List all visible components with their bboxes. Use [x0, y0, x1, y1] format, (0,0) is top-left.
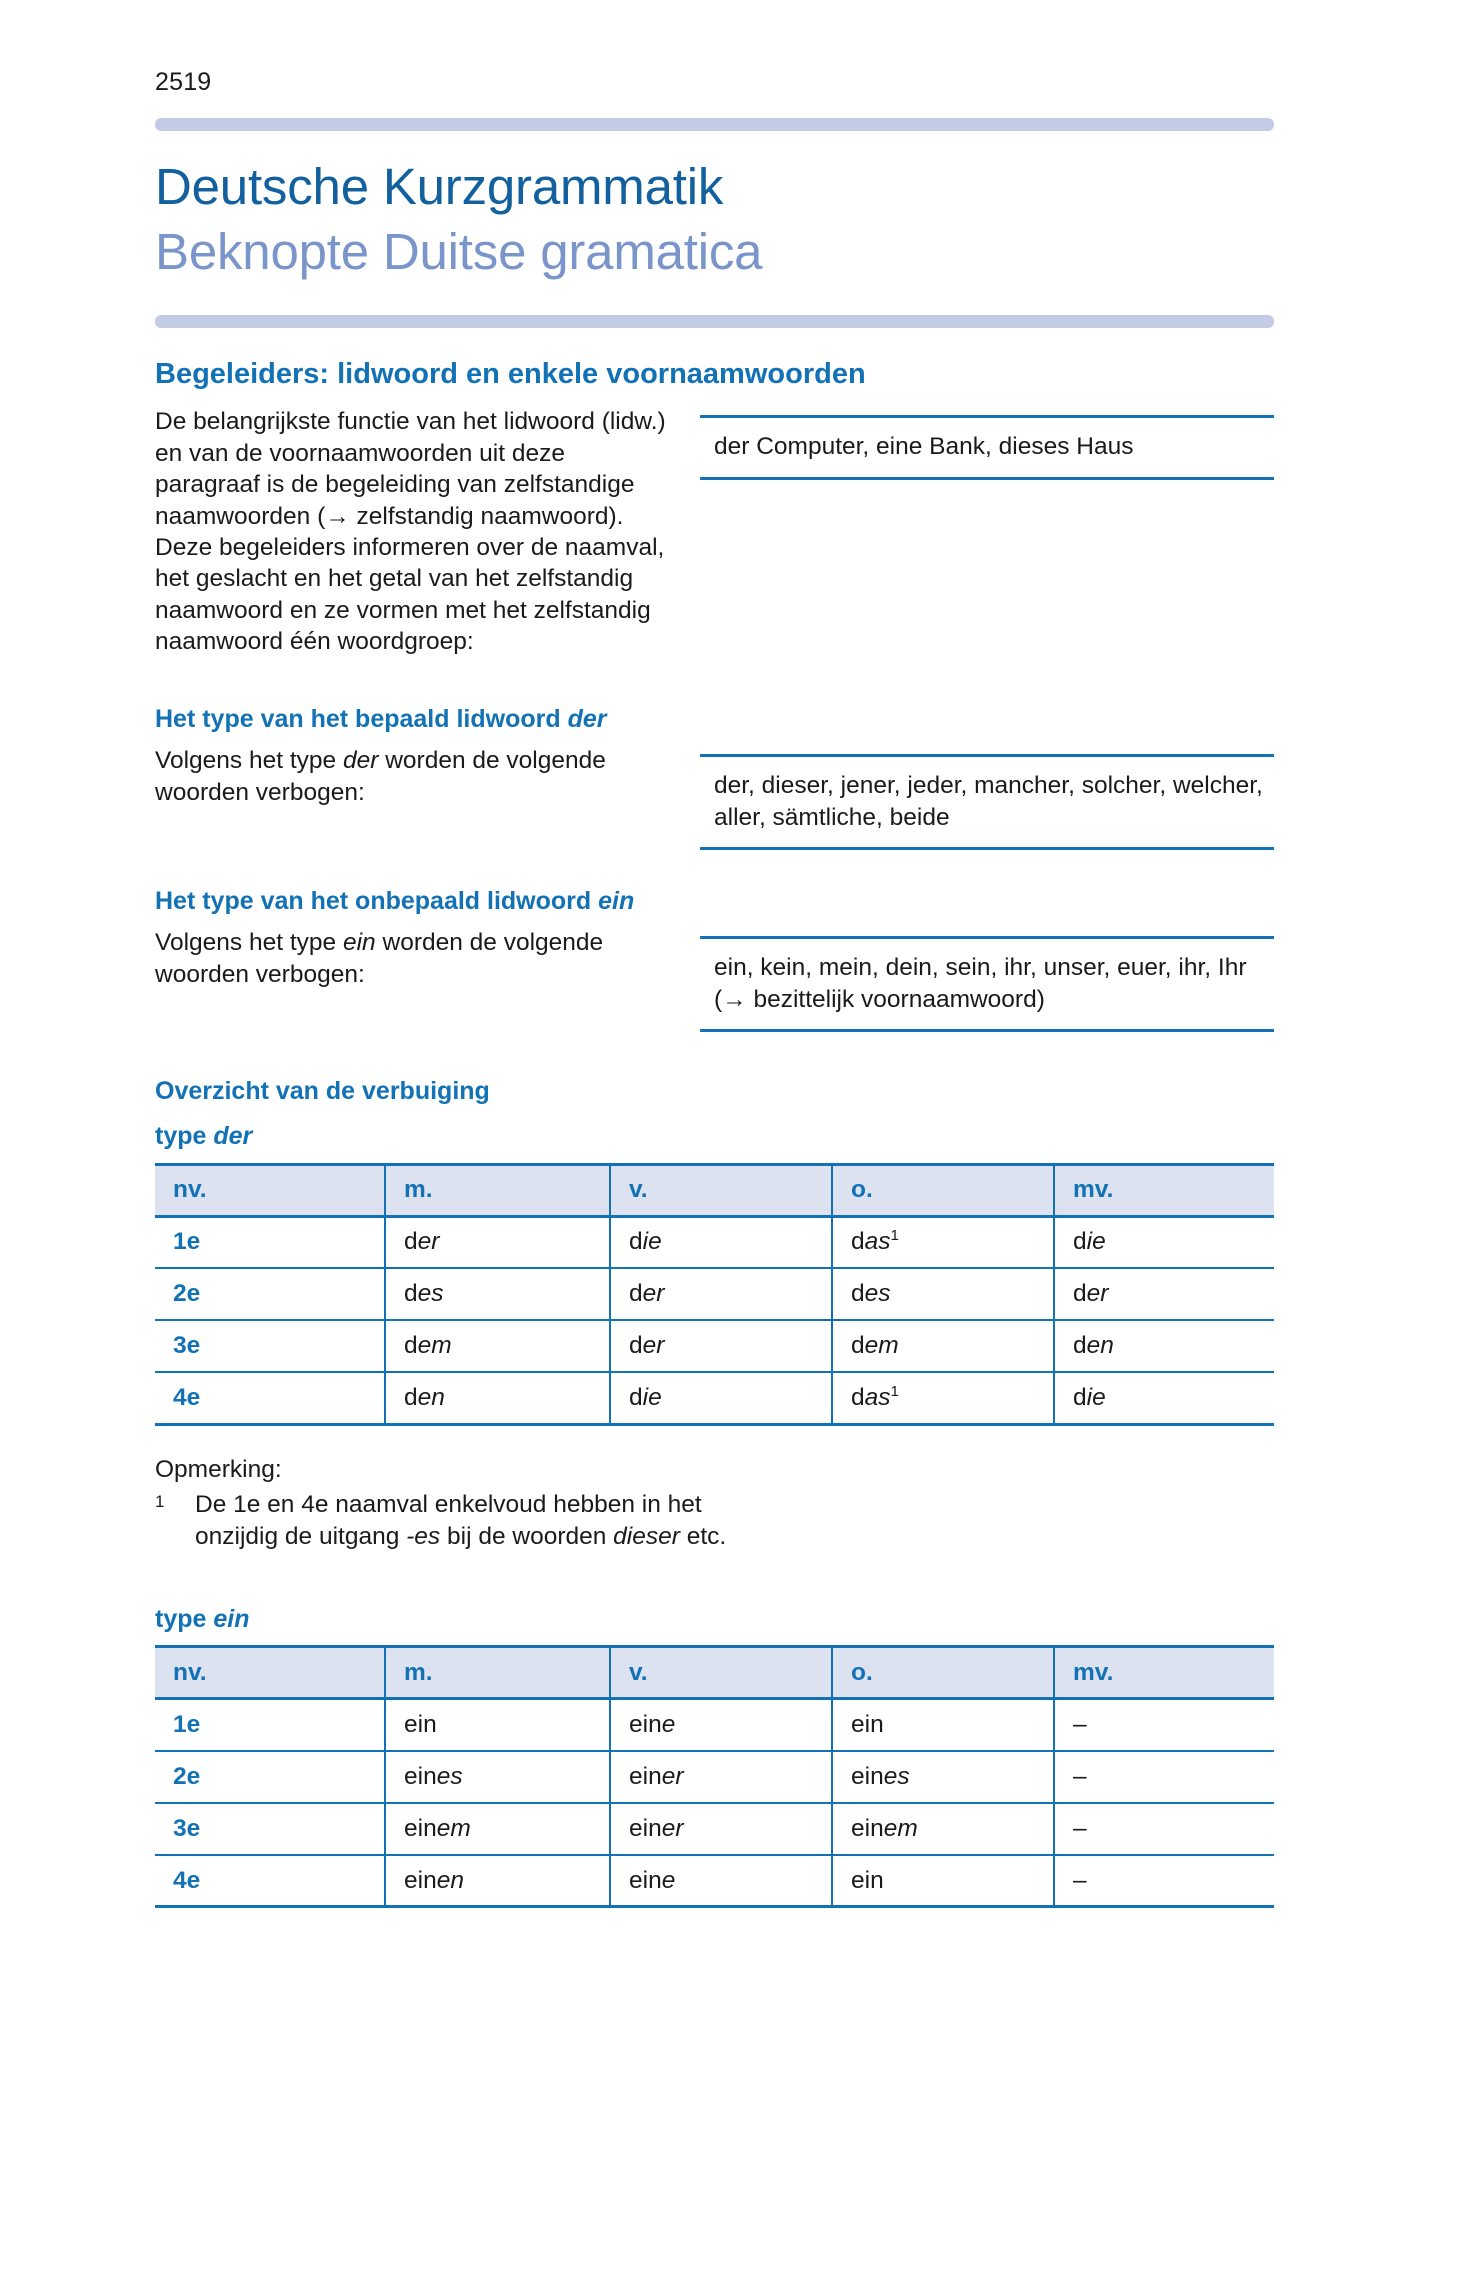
spacer-after-intro	[155, 658, 1275, 704]
der-paragraph-after: worden de volgende woorden verbogen:	[155, 747, 606, 806]
word-stem: –	[1073, 1711, 1087, 1739]
footnote-part-3: etc.	[679, 1522, 727, 1550]
word-stem: d	[1073, 1280, 1087, 1308]
table-cell-mv	[1054, 1268, 1274, 1320]
declension-table-der-body	[155, 1216, 1274, 1424]
word-ending: es	[883, 1762, 910, 1790]
table-cell-m	[385, 1216, 610, 1268]
table-cell-case: 2e	[155, 1268, 385, 1320]
spacer-after-der	[155, 850, 1275, 886]
word-stem: ein	[404, 1814, 437, 1842]
table-cell-mv	[1054, 1372, 1274, 1424]
word-stem: d	[629, 1280, 643, 1308]
table-cell-case: 3e	[155, 1803, 385, 1855]
word-stem: ein	[404, 1866, 437, 1894]
ein-example-column	[700, 927, 1274, 1032]
word-ending: es	[436, 1762, 463, 1790]
table-cell-o	[832, 1320, 1054, 1372]
word-stem: –	[1073, 1762, 1087, 1790]
word-stem: d	[629, 1228, 643, 1256]
table-cell-m	[385, 1699, 610, 1751]
table-row	[155, 1268, 1274, 1320]
table-ein-label-italic: ein	[213, 1605, 250, 1634]
table-header-cell: nv.	[155, 1164, 385, 1216]
der-paragraph-italic: der	[342, 747, 379, 775]
table-header-row	[155, 1647, 1274, 1699]
subheading-type-ein-italic: ein	[598, 887, 635, 916]
word-ending: ie	[1086, 1228, 1106, 1256]
ein-row	[155, 927, 1274, 1032]
subheading-type-ein	[155, 886, 1275, 917]
word-stem: ein	[851, 1762, 884, 1790]
word-ending: em	[864, 1332, 899, 1360]
table-ein-label-prefix: type	[155, 1605, 214, 1634]
table-header-cell: v.	[610, 1647, 832, 1699]
word-stem: d	[629, 1383, 643, 1411]
subheading-type-der-italic: der	[567, 704, 607, 733]
declension-table-ein	[155, 1645, 1274, 1908]
table-cell-m	[385, 1803, 610, 1855]
word-ending: er	[661, 1762, 684, 1790]
table-header-row	[155, 1164, 1274, 1216]
ein-paragraph-after: worden de volgende woorden verbogen:	[155, 929, 604, 988]
document-title: Deutsche Kurzgrammatik	[155, 158, 724, 215]
subheading-type-der	[155, 704, 1275, 735]
word-stem: d	[1073, 1383, 1087, 1411]
table-header-cell: mv.	[1054, 1647, 1274, 1699]
word-ending: er	[642, 1280, 665, 1308]
table-header-cell: v.	[610, 1164, 832, 1216]
word-ending: ie	[1086, 1383, 1106, 1411]
word-stem: d	[1073, 1332, 1087, 1360]
table-header-cell: o.	[832, 1647, 1054, 1699]
footnote-item	[155, 1489, 775, 1552]
footnote-part-2: bij de woorden	[440, 1522, 614, 1550]
word-stem: ein	[629, 1866, 662, 1894]
section-heading: Begeleiders: lidwoord en enkele voornaamwoorden	[155, 358, 866, 391]
table-cell-mv	[1054, 1855, 1274, 1907]
table-cell-mv	[1054, 1216, 1274, 1268]
word-ending: en	[436, 1866, 464, 1894]
word-ending: en	[417, 1383, 445, 1411]
word-stem: d	[404, 1228, 418, 1256]
word-ending: en	[1086, 1332, 1114, 1360]
table-cell-case: 2e	[155, 1751, 385, 1803]
word-ending: em	[883, 1814, 918, 1842]
table-row	[155, 1751, 1274, 1803]
table-cell-case: 3e	[155, 1320, 385, 1372]
footnote-part-1: De 1e en 4e naamval enkelvoud hebben in het onzijdig de uitgang	[195, 1491, 702, 1550]
subheading-type-der-prefix: Het type van het bepaald lidwoord	[155, 704, 568, 733]
table-cell-o	[832, 1803, 1054, 1855]
footnote-block	[155, 1454, 775, 1552]
word-ending: as	[864, 1383, 891, 1411]
spacer-before-table-ein	[155, 1552, 1275, 1604]
word-ending: e	[661, 1711, 676, 1739]
table-der-label-prefix: type	[155, 1122, 214, 1151]
word-stem: d	[851, 1332, 865, 1360]
table-cell-m	[385, 1855, 610, 1907]
ein-example-box: ein, kein, mein, dein, sein, ihr, unser, euer, ihr, Ihr (→ bezittelijk voornaamwoord)	[700, 936, 1274, 1032]
der-example-column	[700, 745, 1274, 850]
table-cell-m	[385, 1372, 610, 1424]
word-ending: em	[417, 1332, 452, 1360]
table-row	[155, 1803, 1274, 1855]
ein-paragraph	[155, 927, 670, 990]
word-ending: ie	[642, 1228, 662, 1256]
word-ending: es	[864, 1280, 891, 1308]
table-row	[155, 1216, 1274, 1268]
spacer-before-overview	[155, 1032, 1275, 1076]
table-ein-label	[155, 1604, 1275, 1635]
overview-heading: Overzicht van de verbuiging	[155, 1077, 490, 1106]
table-cell-mv	[1054, 1699, 1274, 1751]
intro-text-column	[155, 406, 700, 658]
word-stem: –	[1073, 1814, 1087, 1842]
table-cell-case: 1e	[155, 1699, 385, 1751]
word-stem: d	[851, 1280, 865, 1308]
word-ending: ie	[642, 1383, 662, 1411]
footnote-label: Opmerking:	[155, 1455, 282, 1483]
table-row	[155, 1855, 1274, 1907]
table-header-cell: m.	[385, 1164, 610, 1216]
word-stem: ein	[629, 1762, 662, 1790]
header-divider-rule-top	[155, 118, 1274, 131]
der-example-box: der, dieser, jener, jeder, mancher, solcher, welcher, aller, sämtliche, beide	[700, 754, 1274, 850]
table-cell-v	[610, 1855, 832, 1907]
declension-table-der-head	[155, 1164, 1274, 1216]
word-stem: d	[404, 1280, 418, 1308]
footnote-italic-1: -es	[406, 1522, 441, 1550]
table-header-cell: nv.	[155, 1647, 385, 1699]
word-stem: ein	[851, 1866, 884, 1894]
table-cell-m	[385, 1320, 610, 1372]
declension-table-ein-body	[155, 1699, 1274, 1907]
table-cell-o	[832, 1751, 1054, 1803]
table-cell-v	[610, 1803, 832, 1855]
table-cell-o	[832, 1216, 1054, 1268]
table-row	[155, 1320, 1274, 1372]
footnote-body	[195, 1489, 775, 1552]
table-cell-v	[610, 1372, 832, 1424]
word-ending: em	[436, 1814, 471, 1842]
table-cell-v	[610, 1216, 832, 1268]
word-stem: ein	[851, 1711, 884, 1739]
intro-example-box: der Computer, eine Bank, dieses Haus	[700, 415, 1274, 479]
table-cell-mv	[1054, 1751, 1274, 1803]
intro-row	[155, 406, 1274, 658]
table-cell-case: 4e	[155, 1372, 385, 1424]
table-cell-o	[832, 1699, 1054, 1751]
table-cell-o	[832, 1268, 1054, 1320]
table-cell-m	[385, 1751, 610, 1803]
footnote-marker: 1	[155, 1492, 165, 1512]
subheading-type-ein-prefix: Het type van het onbepaald lidwoord	[155, 887, 599, 916]
table-cell-o	[832, 1855, 1054, 1907]
word-stem: d	[851, 1228, 865, 1256]
word-ending: er	[642, 1332, 665, 1360]
table-cell-m	[385, 1268, 610, 1320]
intro-example-column	[700, 406, 1274, 479]
table-cell-v	[610, 1320, 832, 1372]
document-subtitle: Beknopte Duitse gramatica	[155, 223, 763, 281]
word-stem: ein	[629, 1711, 662, 1739]
ein-paragraph-before: Volgens het type	[155, 929, 343, 957]
footnote-italic-2: dieser	[613, 1522, 680, 1550]
der-paragraph	[155, 745, 670, 808]
word-stem: d	[404, 1332, 418, 1360]
footnote-ref: 1	[890, 1227, 899, 1245]
table-header-cell: o.	[832, 1164, 1054, 1216]
der-paragraph-before: Volgens het type	[155, 747, 343, 775]
table-cell-v	[610, 1751, 832, 1803]
der-row	[155, 745, 1274, 850]
table-cell-v	[610, 1699, 832, 1751]
word-stem: d	[1073, 1228, 1087, 1256]
declension-table-ein-head	[155, 1647, 1274, 1699]
word-stem: –	[1073, 1866, 1087, 1894]
word-ending: er	[1086, 1280, 1109, 1308]
word-ending: as	[864, 1228, 891, 1256]
word-stem: d	[851, 1383, 865, 1411]
table-cell-o	[832, 1372, 1054, 1424]
der-text-column	[155, 745, 700, 808]
table-header-cell: mv.	[1054, 1164, 1274, 1216]
word-stem: d	[404, 1383, 418, 1411]
word-ending: es	[417, 1280, 444, 1308]
word-stem: d	[629, 1332, 643, 1360]
word-stem: ein	[404, 1762, 437, 1790]
table-der-label-italic: der	[213, 1122, 253, 1151]
ein-text-column	[155, 927, 700, 990]
intro-paragraph: De belangrijkste functie van het lidwoord (lidw.) en van de voornaamwoorden uit deze paragraaf is de begeleiding van zelfstandige naamwoorden (→ zelfstandig naamwoord). Deze begeleiders informeren over de naamval, het geslacht en het getal van het zelfstandig naamwoord en ze vormen met het zelfstandig naamwoord één woordgroep:	[155, 408, 666, 656]
table-cell-mv	[1054, 1320, 1274, 1372]
word-stem: ein	[404, 1711, 437, 1739]
ein-paragraph-italic: ein	[342, 929, 376, 957]
header-divider-rule-bottom	[155, 315, 1274, 328]
table-der-label	[155, 1121, 1275, 1152]
table-row	[155, 1372, 1274, 1424]
page-content	[155, 118, 1275, 1908]
word-ending: er	[661, 1814, 684, 1842]
declension-table-der	[155, 1163, 1274, 1426]
footnote-ref: 1	[890, 1382, 899, 1400]
table-cell-case: 4e	[155, 1855, 385, 1907]
table-header-cell: m.	[385, 1647, 610, 1699]
page-number: 2519	[155, 68, 212, 96]
word-ending: er	[417, 1228, 440, 1256]
word-ending: e	[661, 1866, 676, 1894]
table-cell-case: 1e	[155, 1216, 385, 1268]
word-stem: ein	[629, 1814, 662, 1842]
table-row	[155, 1699, 1274, 1751]
word-stem: ein	[851, 1814, 884, 1842]
table-cell-mv	[1054, 1803, 1274, 1855]
table-cell-v	[610, 1268, 832, 1320]
